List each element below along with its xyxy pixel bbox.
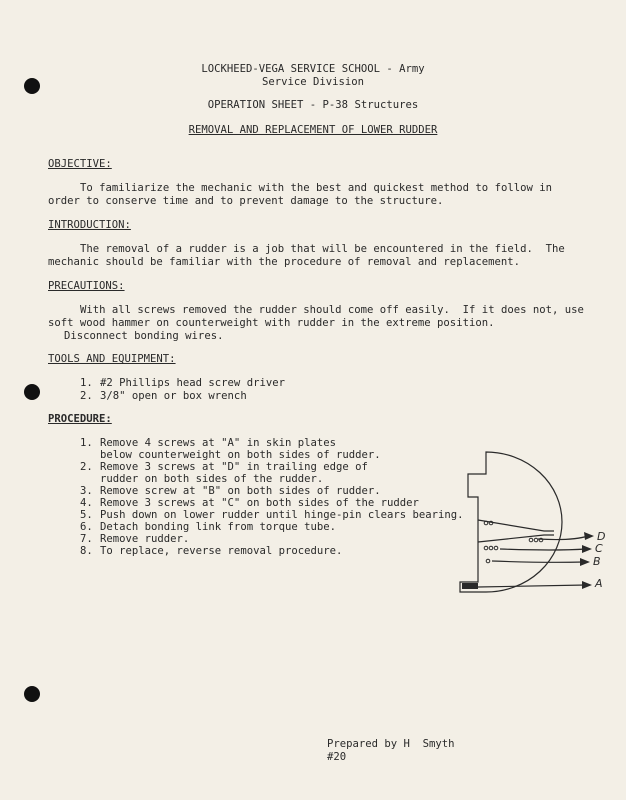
pointer-line-a: [478, 585, 586, 587]
procedure-step-7-text: Remove rudder.: [100, 533, 190, 545]
screw-c-2: [489, 546, 493, 550]
procedure-step-5-text: Push down on lower rudder until hinge-pin clears bearing.: [100, 509, 464, 521]
precautions-line-1: With all screws removed the rudder should come off easily. If it does not, use: [80, 304, 584, 316]
precautions-line-2: soft wood hammer on counterweight with rudder in the extreme position.: [48, 317, 495, 329]
screw-c-3: [494, 546, 498, 550]
document-title: REMOVAL AND REPLACEMENT OF LOWER RUDDER: [188, 124, 438, 136]
procedure-step-5-number: 5.: [80, 509, 93, 521]
diagram-label-d: D: [597, 530, 606, 543]
school-name: LOCKHEED-VEGA SERVICE SCHOOL - Army: [201, 63, 425, 75]
objective-line-1: To familiarize the mechanic with the best and quickest method to follow in: [80, 182, 552, 194]
procedure-step-4-number: 4.: [80, 497, 93, 509]
objective-heading: OBJECTIVE:: [48, 158, 112, 170]
introduction-line-1: The removal of a rudder is a job that will be encountered in the field. The: [80, 243, 565, 255]
diagram-label-a: A: [595, 577, 603, 590]
screw-b: [486, 559, 490, 563]
procedure-step-6-number: 6.: [80, 521, 93, 533]
sheet-number: #20: [327, 751, 347, 763]
arrow-head-c: [582, 545, 592, 553]
tool-item-2-text: 3/8" open or box wrench: [100, 390, 247, 402]
introduction-line-2: mechanic should be familiar with the procedure of removal and replacement.: [48, 256, 520, 268]
arrow-head-d: [584, 532, 594, 540]
procedure-step-8-text: To replace, reverse removal procedure.: [100, 545, 343, 557]
precautions-heading: PRECAUTIONS:: [48, 280, 125, 292]
tool-item-2-number: 2.: [80, 390, 93, 402]
precautions-line-3: Disconnect bonding wires.: [64, 330, 224, 342]
procedure-step-3-number: 3.: [80, 485, 93, 497]
procedure-step-7-number: 7.: [80, 533, 93, 545]
tool-item-1-text: #2 Phillips head screw driver: [100, 377, 285, 389]
screw-d-1: [529, 538, 533, 542]
arrow-head-b: [580, 558, 590, 566]
procedure-step-2-continued: rudder on both sides of the rudder.: [100, 473, 324, 485]
pointer-line-c: [500, 549, 586, 550]
pointer-line-b: [492, 561, 584, 562]
procedure-step-1-text: Remove 4 screws at "A" in skin plates: [100, 437, 336, 449]
tool-item-1-number: 1.: [80, 377, 93, 389]
procedure-heading: PROCEDURE:: [48, 413, 112, 425]
skin-plate-a: [462, 583, 478, 589]
procedure-step-8-number: 8.: [80, 545, 93, 557]
division-name: Service Division: [261, 76, 365, 88]
procedure-step-3-text: Remove screw at "B" on both sides of rudder.: [100, 485, 381, 497]
prepared-by: Prepared by H Smyth: [327, 738, 455, 750]
rudder-outline: [460, 452, 562, 592]
diagram-label-c: C: [595, 542, 603, 555]
tools-heading: TOOLS AND EQUIPMENT:: [48, 353, 176, 365]
procedure-step-1-continued: below counterweight on both sides of rudder.: [100, 449, 381, 461]
operation-sheet-title: OPERATION SHEET - P-38 Structures: [207, 99, 419, 111]
pointer-line-d: [538, 536, 588, 540]
screw-c-1: [484, 546, 488, 550]
procedure-step-2-text: Remove 3 screws at "D" in trailing edge of: [100, 461, 368, 473]
procedure-step-1-number: 1.: [80, 437, 93, 449]
arrow-head-a: [582, 581, 592, 589]
procedure-step-4-text: Remove 3 screws at "C" on both sides of the rudder: [100, 497, 419, 509]
diagram-label-b: B: [593, 555, 601, 568]
screw-d-2: [534, 538, 538, 542]
objective-line-2: order to conserve time and to prevent damage to the structure.: [48, 195, 444, 207]
procedure-step-6-text: Detach bonding link from torque tube.: [100, 521, 336, 533]
procedure-step-2-number: 2.: [80, 461, 93, 473]
introduction-heading: INTRODUCTION:: [48, 219, 131, 231]
